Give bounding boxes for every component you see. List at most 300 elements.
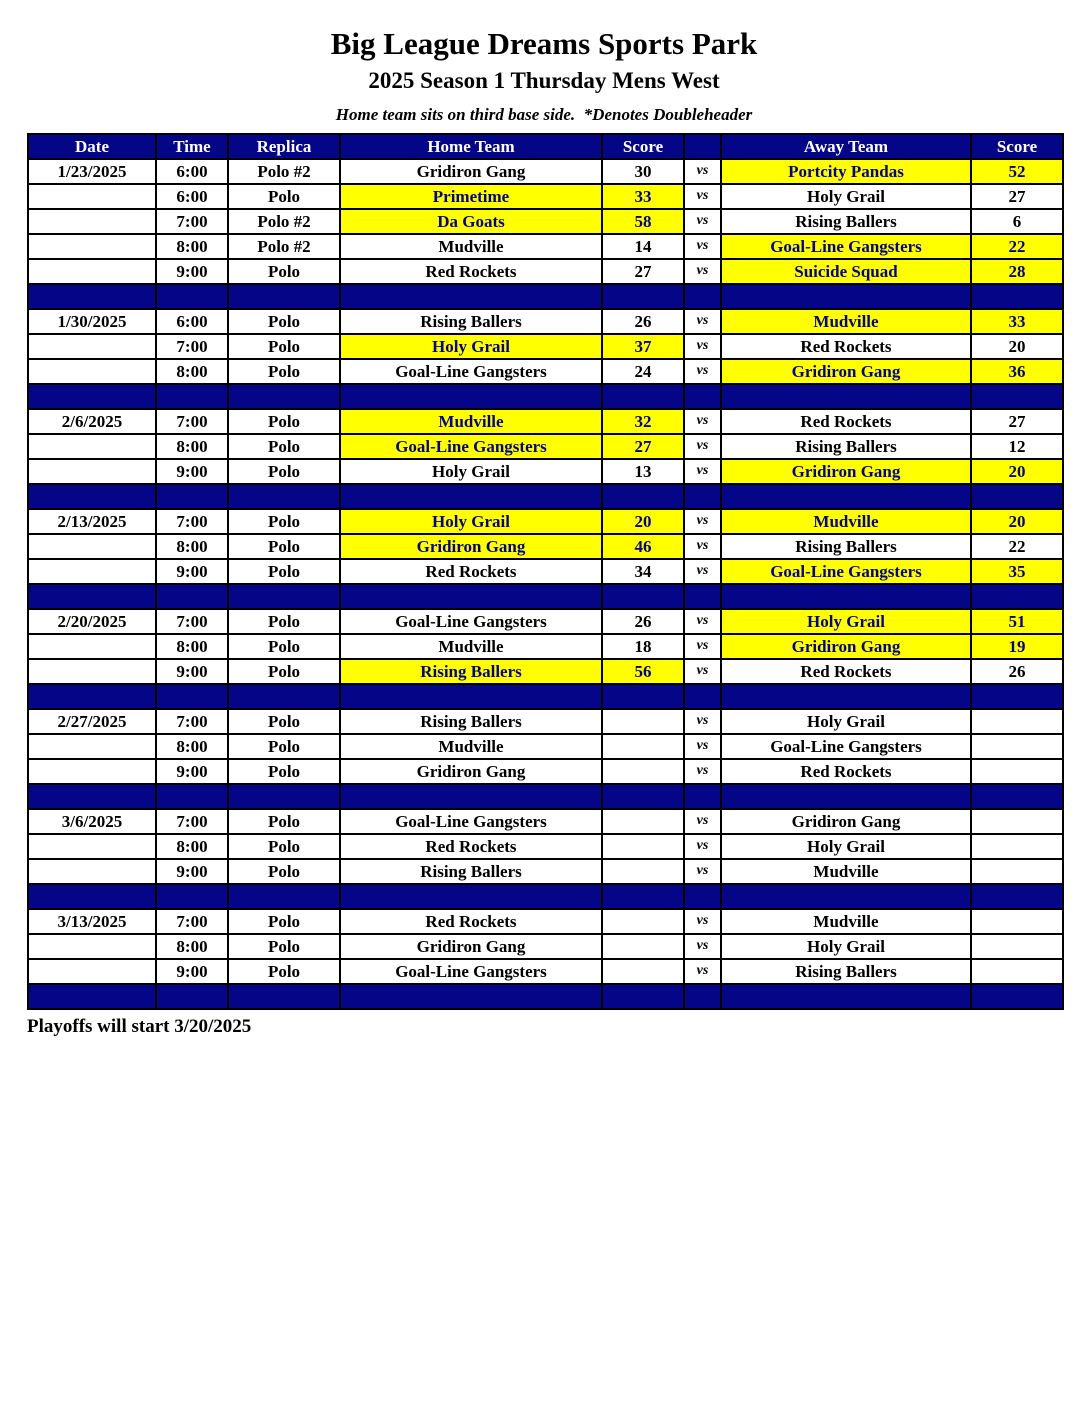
cell-vs: vs <box>684 359 721 384</box>
separator-row <box>28 884 1063 909</box>
cell-vs: vs <box>684 209 721 234</box>
cell-away-team: Red Rockets <box>721 759 971 784</box>
cell-home-team: Goal-Line Gangsters <box>340 959 602 984</box>
cell-date <box>28 559 156 584</box>
cell-away-team: Holy Grail <box>721 934 971 959</box>
separator-cell <box>28 584 156 609</box>
cell-vs: vs <box>684 959 721 984</box>
cell-home-score <box>602 734 684 759</box>
cell-replica: Polo #2 <box>228 209 340 234</box>
cell-away-score <box>971 959 1063 984</box>
cell-away-team: Rising Ballers <box>721 209 971 234</box>
separator-cell <box>340 884 602 909</box>
cell-time: 7:00 <box>156 809 228 834</box>
game-row <box>28 234 1063 259</box>
cell-home-team: Mudville <box>340 734 602 759</box>
cell-home-team: Holy Grail <box>340 334 602 359</box>
cell-date <box>28 959 156 984</box>
cell-vs: vs <box>684 734 721 759</box>
cell-away-team: Red Rockets <box>721 409 971 434</box>
cell-replica: Polo <box>228 959 340 984</box>
cell-home-team: Red Rockets <box>340 259 602 284</box>
cell-time: 7:00 <box>156 409 228 434</box>
cell-date <box>28 184 156 209</box>
separator-cell <box>721 284 971 309</box>
game-row <box>28 734 1063 759</box>
game-row <box>28 359 1063 384</box>
cell-vs: vs <box>684 934 721 959</box>
cell-away-score: 12 <box>971 434 1063 459</box>
separator-cell <box>602 884 684 909</box>
cell-vs: vs <box>684 809 721 834</box>
separator-cell <box>156 484 228 509</box>
cell-away-team: Rising Ballers <box>721 959 971 984</box>
header-cell-home-score: Score <box>602 134 684 159</box>
cell-home-score: 30 <box>602 159 684 184</box>
cell-vs: vs <box>684 534 721 559</box>
cell-away-score: 27 <box>971 409 1063 434</box>
separator-cell <box>684 884 721 909</box>
cell-date: 3/13/2025 <box>28 909 156 934</box>
separator-row <box>28 584 1063 609</box>
cell-home-score: 20 <box>602 509 684 534</box>
separator-cell <box>721 884 971 909</box>
cell-home-team: Red Rockets <box>340 909 602 934</box>
cell-time: 8:00 <box>156 434 228 459</box>
cell-away-team: Suicide Squad <box>721 259 971 284</box>
cell-time: 7:00 <box>156 609 228 634</box>
cell-date: 3/6/2025 <box>28 809 156 834</box>
separator-cell <box>602 584 684 609</box>
cell-home-score: 24 <box>602 359 684 384</box>
cell-date <box>28 234 156 259</box>
separator-cell <box>340 784 602 809</box>
cell-home-score: 13 <box>602 459 684 484</box>
cell-replica: Polo #2 <box>228 159 340 184</box>
separator-cell <box>28 284 156 309</box>
cell-home-score <box>602 934 684 959</box>
cell-home-score <box>602 859 684 884</box>
separator-cell <box>684 484 721 509</box>
cell-replica: Polo <box>228 334 340 359</box>
cell-home-team: Red Rockets <box>340 834 602 859</box>
cell-time: 8:00 <box>156 359 228 384</box>
cell-home-team: Gridiron Gang <box>340 534 602 559</box>
cell-away-team: Mudville <box>721 509 971 534</box>
cell-replica: Polo <box>228 909 340 934</box>
cell-replica: Polo <box>228 559 340 584</box>
cell-away-score: 33 <box>971 309 1063 334</box>
game-row <box>28 959 1063 984</box>
cell-home-score: 26 <box>602 609 684 634</box>
cell-away-team: Gridiron Gang <box>721 459 971 484</box>
cell-replica: Polo <box>228 734 340 759</box>
cell-vs: vs <box>684 634 721 659</box>
cell-away-score <box>971 934 1063 959</box>
cell-home-score <box>602 909 684 934</box>
cell-away-team: Goal-Line Gangsters <box>721 559 971 584</box>
cell-home-team: Gridiron Gang <box>340 759 602 784</box>
cell-date: 1/30/2025 <box>28 309 156 334</box>
cell-time: 9:00 <box>156 559 228 584</box>
game-row <box>28 209 1063 234</box>
separator-cell <box>684 784 721 809</box>
separator-cell <box>228 584 340 609</box>
cell-time: 8:00 <box>156 634 228 659</box>
cell-time: 9:00 <box>156 659 228 684</box>
cell-replica: Polo <box>228 259 340 284</box>
cell-replica: Polo <box>228 459 340 484</box>
cell-away-score <box>971 709 1063 734</box>
cell-home-score <box>602 834 684 859</box>
cell-vs: vs <box>684 509 721 534</box>
footer-note: Playoffs will start 3/20/2025 <box>27 1015 252 1037</box>
separator-cell <box>156 684 228 709</box>
cell-home-team: Primetime <box>340 184 602 209</box>
header-cell-vs <box>684 134 721 159</box>
cell-date <box>28 534 156 559</box>
separator-cell <box>971 584 1063 609</box>
game-row <box>28 709 1063 734</box>
cell-home-team: Mudville <box>340 634 602 659</box>
game-row <box>28 909 1063 934</box>
separator-cell <box>602 684 684 709</box>
separator-cell <box>971 284 1063 309</box>
separator-cell <box>971 984 1063 1009</box>
cell-away-team: Gridiron Gang <box>721 359 971 384</box>
separator-row <box>28 984 1063 1009</box>
separator-row <box>28 784 1063 809</box>
cell-home-team: Holy Grail <box>340 459 602 484</box>
header-cell-replica: Replica <box>228 134 340 159</box>
cell-home-score <box>602 759 684 784</box>
separator-cell <box>971 384 1063 409</box>
game-row <box>28 934 1063 959</box>
schedule-table <box>27 133 1064 1010</box>
cell-away-score: 35 <box>971 559 1063 584</box>
cell-vs: vs <box>684 234 721 259</box>
cell-vs: vs <box>684 909 721 934</box>
cell-away-score: 6 <box>971 209 1063 234</box>
separator-row <box>28 484 1063 509</box>
separator-cell <box>156 884 228 909</box>
game-row <box>28 434 1063 459</box>
cell-home-score: 32 <box>602 409 684 434</box>
cell-time: 8:00 <box>156 934 228 959</box>
cell-home-team: Goal-Line Gangsters <box>340 359 602 384</box>
cell-home-team: Goal-Line Gangsters <box>340 609 602 634</box>
cell-away-team: Red Rockets <box>721 334 971 359</box>
cell-replica: Polo <box>228 359 340 384</box>
cell-vs: vs <box>684 184 721 209</box>
cell-home-team: Gridiron Gang <box>340 159 602 184</box>
cell-home-score: 27 <box>602 259 684 284</box>
separator-cell <box>971 884 1063 909</box>
cell-time: 9:00 <box>156 859 228 884</box>
separator-cell <box>228 984 340 1009</box>
cell-date <box>28 359 156 384</box>
cell-replica: Polo <box>228 309 340 334</box>
cell-away-score <box>971 759 1063 784</box>
cell-date: 1/23/2025 <box>28 159 156 184</box>
cell-time: 9:00 <box>156 259 228 284</box>
cell-away-score <box>971 909 1063 934</box>
separator-cell <box>228 884 340 909</box>
cell-away-score: 26 <box>971 659 1063 684</box>
cell-away-score <box>971 734 1063 759</box>
cell-vs: vs <box>684 434 721 459</box>
cell-time: 9:00 <box>156 959 228 984</box>
cell-home-score: 33 <box>602 184 684 209</box>
cell-away-team: Holy Grail <box>721 184 971 209</box>
cell-away-score: 22 <box>971 234 1063 259</box>
separator-cell <box>156 284 228 309</box>
cell-date <box>28 859 156 884</box>
separator-cell <box>721 684 971 709</box>
separator-cell <box>28 684 156 709</box>
cell-date: 2/27/2025 <box>28 709 156 734</box>
cell-away-team: Red Rockets <box>721 659 971 684</box>
page-title: Big League Dreams Sports Park <box>330 26 758 61</box>
cell-replica: Polo <box>228 659 340 684</box>
cell-date <box>28 934 156 959</box>
cell-date <box>28 634 156 659</box>
cell-home-team: Red Rockets <box>340 559 602 584</box>
cell-time: 8:00 <box>156 234 228 259</box>
cell-vs: vs <box>684 659 721 684</box>
cell-time: 9:00 <box>156 759 228 784</box>
cell-home-team: Mudville <box>340 234 602 259</box>
cell-date: 2/13/2025 <box>28 509 156 534</box>
game-row <box>28 809 1063 834</box>
cell-date: 2/6/2025 <box>28 409 156 434</box>
cell-away-score <box>971 834 1063 859</box>
separator-cell <box>28 984 156 1009</box>
page-subtitle: 2025 Season 1 Thursday Mens West <box>368 67 720 93</box>
separator-cell <box>28 484 156 509</box>
cell-vs: vs <box>684 709 721 734</box>
cell-away-team: Mudville <box>721 859 971 884</box>
separator-cell <box>228 784 340 809</box>
cell-away-team: Portcity Pandas <box>721 159 971 184</box>
cell-date <box>28 459 156 484</box>
cell-time: 7:00 <box>156 509 228 534</box>
cell-date <box>28 734 156 759</box>
cell-date <box>28 434 156 459</box>
cell-vs: vs <box>684 609 721 634</box>
separator-cell <box>602 484 684 509</box>
cell-date <box>28 659 156 684</box>
cell-date <box>28 209 156 234</box>
cell-replica: Polo <box>228 434 340 459</box>
separator-cell <box>340 584 602 609</box>
cell-time: 7:00 <box>156 709 228 734</box>
cell-home-score: 37 <box>602 334 684 359</box>
game-row <box>28 334 1063 359</box>
cell-away-score <box>971 859 1063 884</box>
game-row <box>28 409 1063 434</box>
cell-vs: vs <box>684 309 721 334</box>
cell-vs: vs <box>684 834 721 859</box>
cell-away-team: Mudville <box>721 309 971 334</box>
separator-cell <box>228 684 340 709</box>
separator-cell <box>602 984 684 1009</box>
cell-replica: Polo <box>228 509 340 534</box>
cell-home-score: 46 <box>602 534 684 559</box>
cell-away-team: Rising Ballers <box>721 534 971 559</box>
cell-replica: Polo <box>228 609 340 634</box>
cell-home-team: Goal-Line Gangsters <box>340 809 602 834</box>
game-row <box>28 559 1063 584</box>
table-header-row <box>28 134 1063 159</box>
cell-home-score: 56 <box>602 659 684 684</box>
separator-row <box>28 384 1063 409</box>
cell-date <box>28 334 156 359</box>
cell-away-team: Holy Grail <box>721 709 971 734</box>
game-row <box>28 834 1063 859</box>
cell-time: 7:00 <box>156 334 228 359</box>
cell-replica: Polo <box>228 534 340 559</box>
cell-away-score: 22 <box>971 534 1063 559</box>
cell-time: 9:00 <box>156 459 228 484</box>
separator-cell <box>340 484 602 509</box>
cell-away-score: 20 <box>971 509 1063 534</box>
cell-time: 8:00 <box>156 834 228 859</box>
cell-replica: Polo #2 <box>228 234 340 259</box>
separator-cell <box>156 984 228 1009</box>
cell-home-score: 58 <box>602 209 684 234</box>
cell-home-score <box>602 959 684 984</box>
separator-cell <box>721 584 971 609</box>
cell-time: 8:00 <box>156 534 228 559</box>
cell-home-team: Holy Grail <box>340 509 602 534</box>
cell-away-score: 19 <box>971 634 1063 659</box>
game-row <box>28 634 1063 659</box>
game-row <box>28 659 1063 684</box>
cell-vs: vs <box>684 159 721 184</box>
game-row <box>28 184 1063 209</box>
separator-cell <box>340 984 602 1009</box>
separator-cell <box>684 384 721 409</box>
separator-cell <box>156 384 228 409</box>
cell-away-team: Gridiron Gang <box>721 809 971 834</box>
cell-away-score: 27 <box>971 184 1063 209</box>
cell-away-team: Goal-Line Gangsters <box>721 734 971 759</box>
cell-home-team: Rising Ballers <box>340 859 602 884</box>
cell-away-score: 20 <box>971 459 1063 484</box>
game-row <box>28 859 1063 884</box>
cell-date <box>28 759 156 784</box>
separator-cell <box>602 784 684 809</box>
cell-vs: vs <box>684 409 721 434</box>
game-row <box>28 509 1063 534</box>
separator-cell <box>156 584 228 609</box>
cell-home-score <box>602 809 684 834</box>
game-row <box>28 259 1063 284</box>
header-cell-away-team: Away Team <box>721 134 971 159</box>
separator-cell <box>971 684 1063 709</box>
cell-home-score: 34 <box>602 559 684 584</box>
cell-home-score: 27 <box>602 434 684 459</box>
separator-cell <box>602 384 684 409</box>
separator-cell <box>28 384 156 409</box>
separator-cell <box>721 984 971 1009</box>
header-cell-date: Date <box>28 134 156 159</box>
cell-away-team: Gridiron Gang <box>721 634 971 659</box>
cell-time: 7:00 <box>156 909 228 934</box>
cell-home-team: Rising Ballers <box>340 709 602 734</box>
separator-cell <box>156 784 228 809</box>
cell-replica: Polo <box>228 709 340 734</box>
cell-home-team: Da Goats <box>340 209 602 234</box>
cell-away-team: Mudville <box>721 909 971 934</box>
separator-cell <box>971 484 1063 509</box>
game-row <box>28 459 1063 484</box>
cell-away-team: Rising Ballers <box>721 434 971 459</box>
cell-vs: vs <box>684 259 721 284</box>
cell-home-score: 18 <box>602 634 684 659</box>
game-row <box>28 609 1063 634</box>
cell-home-team: Gridiron Gang <box>340 934 602 959</box>
cell-away-score: 51 <box>971 609 1063 634</box>
separator-cell <box>28 784 156 809</box>
cell-time: 7:00 <box>156 209 228 234</box>
cell-replica: Polo <box>228 184 340 209</box>
cell-time: 6:00 <box>156 159 228 184</box>
cell-away-team: Goal-Line Gangsters <box>721 234 971 259</box>
separator-cell <box>721 784 971 809</box>
cell-away-score: 36 <box>971 359 1063 384</box>
header-cell-away-score: Score <box>971 134 1063 159</box>
cell-home-score: 26 <box>602 309 684 334</box>
cell-replica: Polo <box>228 409 340 434</box>
cell-vs: vs <box>684 559 721 584</box>
cell-away-team: Holy Grail <box>721 609 971 634</box>
cell-replica: Polo <box>228 834 340 859</box>
header-cell-home-team: Home Team <box>340 134 602 159</box>
cell-away-score: 28 <box>971 259 1063 284</box>
cell-time: 6:00 <box>156 309 228 334</box>
cell-date: 2/20/2025 <box>28 609 156 634</box>
cell-away-score: 52 <box>971 159 1063 184</box>
cell-replica: Polo <box>228 859 340 884</box>
separator-cell <box>602 284 684 309</box>
cell-home-score <box>602 709 684 734</box>
separator-cell <box>28 884 156 909</box>
cell-home-team: Rising Ballers <box>340 309 602 334</box>
game-row <box>28 159 1063 184</box>
separator-row <box>28 284 1063 309</box>
header-cell-time: Time <box>156 134 228 159</box>
cell-replica: Polo <box>228 934 340 959</box>
cell-vs: vs <box>684 759 721 784</box>
cell-date <box>28 259 156 284</box>
separator-cell <box>340 384 602 409</box>
cell-vs: vs <box>684 334 721 359</box>
cell-time: 8:00 <box>156 734 228 759</box>
separator-cell <box>684 984 721 1009</box>
separator-cell <box>684 684 721 709</box>
cell-date <box>28 834 156 859</box>
cell-vs: vs <box>684 859 721 884</box>
separator-cell <box>228 484 340 509</box>
cell-home-team: Rising Ballers <box>340 659 602 684</box>
game-row <box>28 759 1063 784</box>
separator-cell <box>684 284 721 309</box>
cell-home-team: Mudville <box>340 409 602 434</box>
cell-away-score: 20 <box>971 334 1063 359</box>
cell-away-score <box>971 809 1063 834</box>
